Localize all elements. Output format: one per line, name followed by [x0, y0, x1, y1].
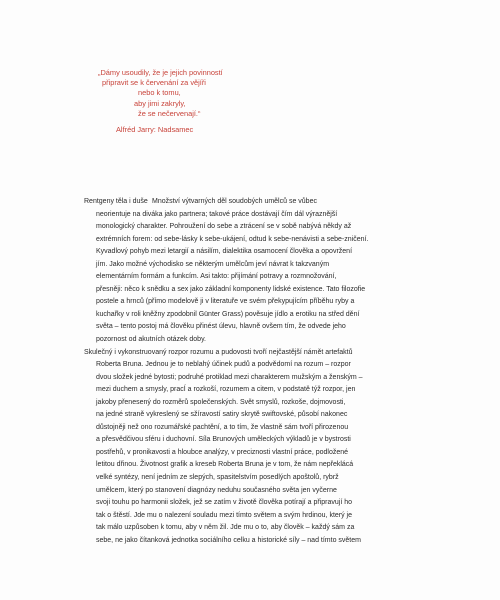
body-line: kuchařky v roli kněžny zpodobnil Günter Grass) pověsuje jídlo a erotiku na střed dění	[96, 310, 360, 318]
body-line: neorientuje na diváka jako partnera; takové práce dostávají čím dál výraznější	[96, 210, 338, 218]
body-line: postřehů, v pronikavosti a hloubce analýzy, v preciznosti vlastní práce, podložené	[96, 448, 349, 456]
body-line: a přesvědčivou sféru i duchovní. Síla Brunových uměleckých výkladů je v bystrosti	[96, 436, 351, 444]
epigraph-line: aby jimi zakryly,	[134, 98, 186, 108]
body-line: sebe, ne jako čítanková jednotka sociálního celku a historické síly – nad tímto světem	[96, 536, 361, 544]
body-line: na jedné straně vykreslený se sžíravostí satiry skrytě swiftovské, působí nakonec	[96, 411, 348, 419]
body-line: velké syntézy, není jedním ze slepých, spasitelstvím posedlých apoštolů, rybrž	[96, 474, 339, 482]
body-line: jím. Jako možné východisko se některým umělcům jeví návrat k takzvaným	[96, 260, 330, 268]
body-line: mezi duchem a smysly, pracÍ a rozkoší, rozumem a citem, v podstatě týž rozpor, jen	[96, 386, 356, 394]
epigraph-line: nebo k tomu,	[138, 88, 181, 98]
body-line: monologický charakter. Pohroužení do sebe a ztrácení se v sobě nabývá někdy až	[96, 223, 352, 231]
body-line-text: Množství výtvarných děl soudobých umělců se vůbec	[152, 198, 317, 205]
epigraph-line: „Dámy usoudily, že je jejich povinností	[98, 68, 223, 77]
section-label: Rentgeny těla i duše	[84, 198, 148, 205]
body-line: postele a hrnců (přímo modelově ji v literatuře ve svém překypujícím příběhu ryby a	[96, 298, 355, 306]
epigraph-line: že se nečervenají.“	[138, 108, 201, 118]
body-line: Kyvadlový pohyb mezi letargií a násilím, dialektika osamocení člověka a opovržení	[96, 248, 353, 256]
body-line: extrémních forem: od sebe-lásky k sebe-ukájení, odtud k sebe-nenávisti a sebe-zničení.	[96, 235, 369, 243]
body-line: elementárním formám a funkcím. Asi takto: přijímání potravy a rozmnožování,	[96, 273, 337, 281]
body-line: důstojněji než ono rozumářské pachtění, a to tím, že vlastně sám tvoří přirozenou	[96, 423, 349, 431]
body-line: světa – tento postoj má člověku přinést úlevu, hlavně ovšem tím, že odvede jeho	[96, 323, 346, 331]
body-line: tak málo uzpůsoben k tomu, aby v něm žil. Jde mu o to, aby člověk – každý sám za	[96, 524, 355, 532]
epigraph	[98, 68, 298, 135]
body-line	[84, 196, 424, 209]
body-line: dvou složek jedné bytosti; podruhé protiklad mezi charakterem mužským a ženským –	[96, 373, 363, 381]
body-line: pozornost od akutních otázek doby.	[96, 336, 206, 344]
body-line: tak o štěstí. Jde mu o nalezení souladu mezi tímto světem a svým hrdinou, který je	[96, 511, 353, 519]
epigraph-attribution: Alfréd Jarry: Nadsamec	[116, 125, 194, 135]
body-line: Roberta Bruna. Jednou je to neblahý účinek pudů a podvědomí na rozum – rozpor	[96, 361, 351, 369]
body-line: jakoby přenesený do rozměrů společenských. Svět smyslů, rozkoše, dojmovosti,	[96, 398, 346, 406]
body-text	[84, 196, 424, 547]
body-line: svoji touhu po harmonii složek, jež se zatím v životě člověka potírají a připravují ho	[96, 499, 353, 507]
epigraph-line: připravit se k červenání za vějíři	[102, 78, 206, 88]
body-line: umělcem, který po stanovení diagnózy neduhu současného světa jen vyčerne	[96, 486, 337, 494]
body-line: Skulečný i vykonstruovaný rozpor rozumu a pudovosti tvoří nejčastější námět artefaktů	[84, 348, 353, 356]
body-line: letitou dřinou. Životnost grafik a kreseb Roberta Bruna je v tom, že nám nepřeklácá	[96, 461, 354, 469]
body-line: přesněji: něco k snědku a sex jako základní komponenty lidské existence. Tato filozofie	[96, 285, 366, 293]
